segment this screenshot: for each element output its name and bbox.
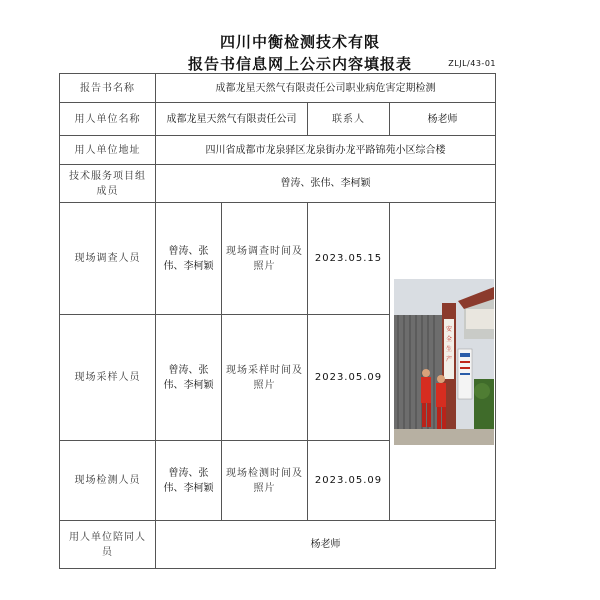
form-title: 报告书信息网上公示内容填报表 [187, 55, 412, 73]
site-photo-graphic [394, 279, 494, 445]
sampling-date: 2023.05.09 [308, 315, 390, 441]
row-employer [60, 103, 496, 136]
sampling-time-label: 现场采样时间及照片 [222, 315, 308, 441]
report-name-label: 报告书名称 [60, 74, 156, 103]
site-photo [394, 279, 494, 445]
company-name: 四川中衡检测技术有限 [219, 33, 380, 51]
svg-text:全: 全 [445, 335, 453, 343]
testing-date: 2023.05.09 [308, 441, 390, 521]
testing-people: 曾涛、张伟、李柯颖 [156, 441, 222, 521]
testing-time-label: 现场检测时间及照片 [222, 441, 308, 521]
survey-date: 2023.05.15 [308, 203, 390, 315]
form-code: ZLJL/43-01 [448, 59, 496, 68]
testing-label: 现场检测人员 [60, 441, 156, 521]
team-label: 技术服务项目组成员 [60, 165, 156, 203]
svg-text:安: 安 [445, 325, 453, 333]
employer-value: 成都龙星天然气有限责任公司 [156, 103, 308, 136]
row-report-name [60, 74, 496, 103]
row-accompany [60, 521, 496, 569]
sampling-people: 曾涛、张伟、李柯颖 [156, 315, 222, 441]
survey-label: 现场调查人员 [60, 203, 156, 315]
row-team [60, 165, 496, 203]
disclosure-form-table [59, 73, 496, 569]
accompany-label: 用人单位陪同人员 [60, 521, 156, 569]
contact-value: 杨老师 [390, 103, 496, 136]
row-survey [60, 203, 496, 315]
survey-people: 曾涛、张伟、李柯颖 [156, 203, 222, 315]
address-value: 四川省成都市龙泉驿区龙泉街办龙平路锦苑小区综合楼 [156, 136, 496, 165]
contact-label: 联系人 [308, 103, 390, 136]
svg-text:产: 产 [445, 355, 453, 363]
accompany-value: 杨老师 [156, 521, 496, 569]
sampling-label: 现场采样人员 [60, 315, 156, 441]
team-value: 曾涛、张伟、李柯颖 [156, 165, 496, 203]
row-address [60, 136, 496, 165]
report-name-value: 成都龙星天然气有限责任公司职业病危害定期检测 [156, 74, 496, 103]
employer-label: 用人单位名称 [60, 103, 156, 136]
svg-text:生: 生 [445, 345, 453, 353]
site-photo-cell [390, 203, 496, 521]
address-label: 用人单位地址 [60, 136, 156, 165]
survey-time-label: 现场调查时间及照片 [222, 203, 308, 315]
